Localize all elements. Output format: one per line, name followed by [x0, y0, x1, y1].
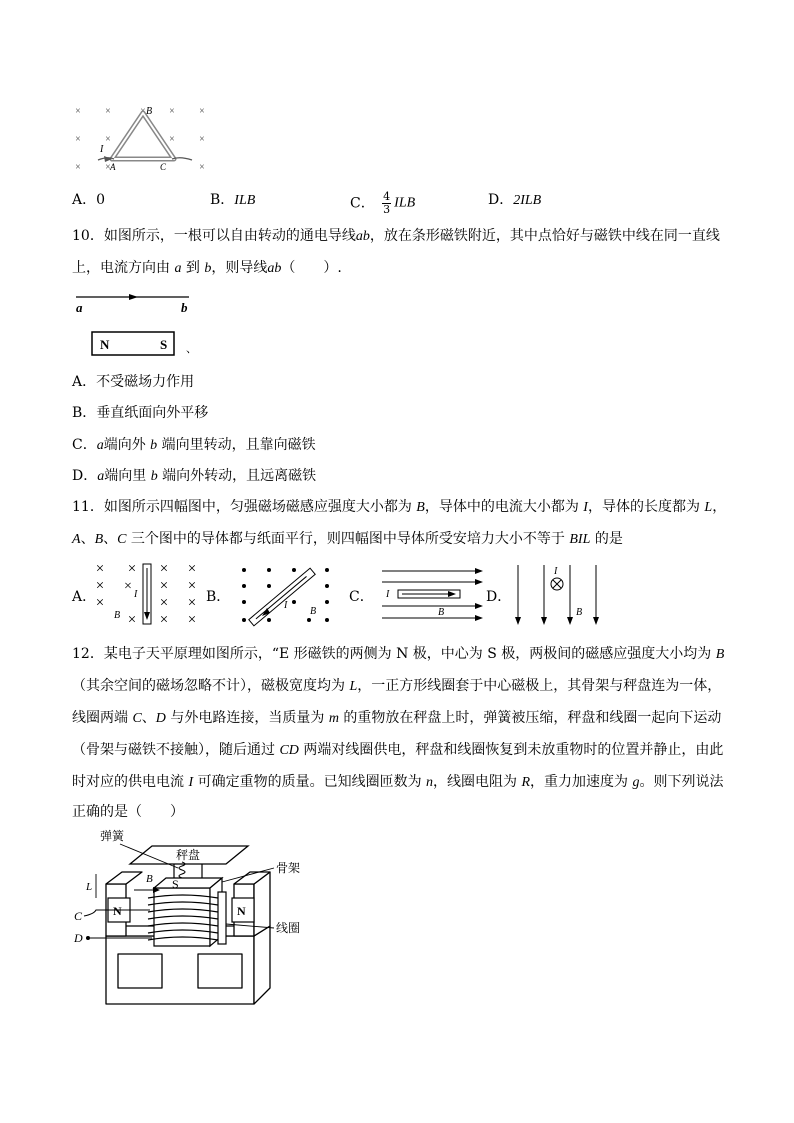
q11-fig-label-c: C． [349, 589, 374, 605]
q10-option-a: A．不受磁场力作用 [72, 374, 195, 390]
svg-text:线圈: 线圈 [276, 921, 301, 935]
q12-stem-line4: （骨架与磁铁不接触），随后通过 CD 两端对线圈供电，秤盘和线圈恢复到未放重物时的位置并静止，由此 [72, 742, 724, 758]
svg-text:×: × [75, 162, 81, 173]
svg-text:B: B [438, 607, 445, 618]
q10-stem-line2: 上，电流方向由 a 到 b，则导线ab（ ）. [72, 260, 342, 276]
svg-text:×: × [75, 134, 81, 145]
q9-label-c: C [160, 162, 167, 172]
q9-option-d: D．2ILB [488, 192, 542, 208]
q12-stem-line5: 时对应的供电电流 I 可确定重物的质量。已知线圈匝数为 n，线圈电阻为 R，重力加速度为 g。则下列说法 [72, 774, 724, 790]
svg-text:C: C [74, 909, 83, 923]
s-pole-label: S [172, 877, 179, 891]
svg-text:×: × [159, 561, 169, 577]
svg-text:×: × [159, 578, 169, 594]
conductor [249, 568, 315, 626]
q11-fig-label-a: A． [72, 589, 97, 605]
svg-text:I: I [284, 600, 288, 611]
stray-mark: 、 [186, 343, 197, 355]
q11-stem-line1: 11．如图所示四幅图中，匀强磁场磁感应强度大小都为 B，导体中的电流大小都为 I，导体的长度都为 L， [72, 499, 727, 515]
svg-text:×: × [127, 561, 137, 577]
svg-text:×: × [169, 134, 175, 145]
q9-option-a: A．0 [72, 192, 106, 208]
q9-label-i: I [100, 144, 104, 155]
svg-text:×: × [187, 578, 197, 594]
triangle-conductor-outer [112, 113, 174, 159]
q10-option-d: D．a端向里 b 端向外转动，且远离磁铁 [72, 468, 317, 484]
q11-fig-label-b: B． [206, 589, 231, 605]
magnet-pole-n: N [100, 337, 110, 352]
svg-text:B: B [310, 606, 317, 617]
svg-text:B: B [114, 610, 121, 621]
q11-stem-line2: A、B、C 三个图中的导体都与纸面平行，则四幅图中导体所受安培力大小不等于 BIL 的是 [72, 531, 623, 547]
svg-text:×: × [95, 595, 105, 611]
q9-label-b: B [146, 106, 153, 117]
wire-label-b: b [181, 300, 188, 315]
svg-text:×: × [187, 612, 197, 628]
svg-text:×: × [140, 106, 146, 117]
svg-text:弹簧: 弹簧 [100, 829, 125, 843]
svg-text:N: N [237, 904, 246, 918]
q11-figure-d [510, 563, 606, 627]
q11-figure-c [380, 565, 486, 627]
svg-text:×: × [169, 106, 175, 117]
svg-text:×: × [199, 162, 205, 173]
svg-text:I: I [386, 589, 390, 600]
q11-figure-b [224, 562, 342, 630]
svg-text:×: × [159, 595, 169, 611]
q11-fig-label-d: D． [486, 589, 512, 605]
current-into-page-icon [551, 578, 563, 590]
q9-triangle-figure [68, 102, 218, 176]
svg-text:×: × [199, 134, 205, 145]
svg-text:骨架: 骨架 [276, 861, 301, 875]
q10-option-c: C．a端向外 b 端向里转动，且靠向磁铁 [72, 437, 316, 453]
svg-text:×: × [187, 561, 197, 577]
q11-figure-a [90, 560, 202, 628]
svg-text:×: × [95, 578, 105, 594]
q10-option-b: B．垂直纸面向外平移 [72, 405, 209, 421]
q10-wire-magnet-figure [72, 290, 202, 358]
q12-stem-line6: 正确的是（ ） [72, 804, 184, 820]
q12-electronic-balance-figure [70, 826, 310, 1008]
svg-text:N: N [113, 904, 122, 918]
svg-text:×: × [127, 612, 137, 628]
svg-text:×: × [124, 579, 132, 594]
q9-option-c: C． $\frac{4}{3}$ ILB [350, 190, 416, 216]
magnet-pole-s: S [160, 337, 168, 352]
current-direction-arrow-icon [129, 294, 138, 300]
svg-text:L: L [86, 881, 93, 893]
q9-label-a: A [110, 162, 116, 172]
q9-option-b: B．ILB [210, 192, 256, 208]
svg-text:B: B [576, 607, 583, 618]
fraction: $\frac{4}{3}$ [383, 190, 391, 216]
svg-text:×: × [199, 106, 205, 117]
svg-text:秤盘: 秤盘 [176, 848, 201, 862]
svg-text:×: × [75, 106, 81, 117]
svg-text:D: D [74, 931, 83, 945]
wire-label-a: a [76, 300, 83, 315]
svg-text:×: × [95, 561, 105, 577]
svg-text:×: × [105, 106, 111, 117]
svg-text:×: × [187, 595, 197, 611]
svg-text:B: B [146, 873, 153, 885]
svg-text:I: I [134, 589, 138, 600]
q12-stem-line1: 12．某电子天平原理如图所示，“E 形磁铁的两侧为 N 极，中心为 S 极，两极间的磁感应强度大小均为 B [72, 646, 725, 662]
svg-text:×: × [159, 612, 169, 628]
svg-text:×: × [105, 134, 111, 145]
q12-stem-line3: 线圈两端 C、D 与外电路连接，当质量为 m 的重物放在秤盘上时，弹簧被压缩，秤盘和线圈一起向下运动 [72, 710, 722, 726]
q12-stem-line2: （其余空间的磁场忽略不计），磁极宽度均为 L，一正方形线圈套于中心磁极上，其骨架与秤盘连为一体， [72, 678, 722, 694]
svg-text:I: I [554, 566, 558, 577]
q10-stem-line1: 10．如图所示，一根可以自由转动的通电导线ab，放在条形磁铁附近，其中点恰好与磁铁中线在同一直线 [72, 228, 720, 244]
svg-text:×: × [105, 162, 111, 173]
triangle-conductor-inner [112, 113, 174, 159]
